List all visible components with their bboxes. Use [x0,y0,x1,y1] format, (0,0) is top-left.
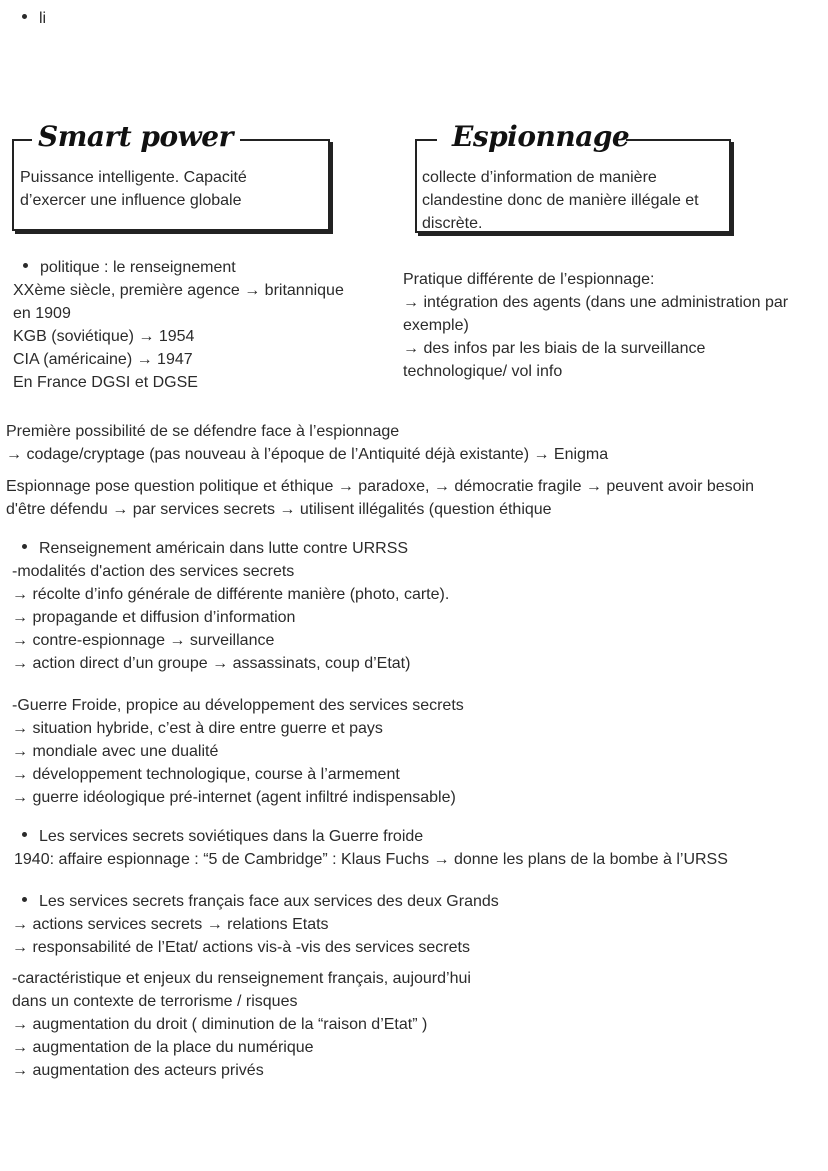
list-item: Renseignement américain dans lutte contre URRSS [22,537,408,560]
text-line: → codage/cryptage (pas nouveau à l’époque de l’Antiquité déjà existante) → Enigma [6,446,609,463]
text-line: En France DGSI et DGSE [13,374,198,391]
smart-power-text: d’exercer une influence globale [20,192,242,209]
text-line: → contre-espionnage → surveillance [12,632,275,649]
text-line: -Guerre Froide, propice au développement des services secrets [12,697,464,714]
smart-power-title: Smart power [38,120,233,153]
text-line: → augmentation du droit ( diminution de la “raison d’Etat” ) [12,1016,428,1033]
text-line: → développement technologique, course à l’armement [12,766,400,783]
text-line: → mondiale avec une dualité [12,743,219,760]
list-item: li [22,7,46,30]
text-line: → des infos par les biais de la surveillance [403,340,706,357]
text-line: Pratique différente de l’espionnage: [403,271,655,288]
text-line: → situation hybride, c’est à dire entre guerre et pays [12,720,383,737]
smart-power-text: Puissance intelligente. Capacité [20,169,247,186]
text-line: → action direct d’un groupe → assassinats, coup d’Etat) [12,655,411,672]
text-line: → intégration des agents (dans une administration par [403,294,789,311]
list-item: politique : le renseignement [23,256,236,279]
text-line: KGB (soviétique) → 1954 [13,328,195,345]
text-line: -caractéristique et enjeux du renseignement français, aujourd’hui [12,970,471,987]
text-line: → responsabilité de l’Etat/ actions vis-à -vis des services secrets [12,939,470,956]
text-line: XXème siècle, première agence → britannique [13,282,344,299]
text-line: → augmentation des acteurs privés [12,1062,264,1079]
espionnage-text: discrète. [422,215,483,232]
espionnage-title: Espionnage [452,120,630,153]
text-line: d'être défendu → par services secrets → utilisent illégalités (question éthique [6,501,552,518]
espionnage-text: clandestine donc de manière illégale et [422,192,699,209]
list-item: Les services secrets soviétiques dans la Guerre froide [22,825,423,848]
text-line: → propagande et diffusion d’information [12,609,296,626]
list-item: Les services secrets français face aux services des deux Grands [22,890,499,913]
text-line: CIA (américaine) → 1947 [13,351,193,368]
text-line: → actions services secrets → relations Etats [12,916,329,933]
text-line: dans un contexte de terrorisme / risques [12,993,298,1010]
text-line: → guerre idéologique pré-internet (agent infiltré indispensable) [12,789,456,806]
text-line: Première possibilité de se défendre face à l’espionnage [6,423,400,440]
text-line: -modalités d'action des services secrets [12,563,295,580]
text-line: → augmentation de la place du numérique [12,1039,314,1056]
text-line: → récolte d’info générale de différente manière (photo, carte). [12,586,450,603]
text-line: 1940: affaire espionnage : “5 de Cambridge” : Klaus Fuchs → donne les plans de la bombe à l’URSS [14,851,728,868]
text-line: exemple) [403,317,469,334]
text-line: en 1909 [13,305,71,322]
espionnage-text: collecte d’information de manière [422,169,657,186]
text-line: technologique/ vol info [403,363,563,380]
text-line: Espionnage pose question politique et éthique → paradoxe, → démocratie fragile → peuvent avoir besoin [6,478,755,495]
